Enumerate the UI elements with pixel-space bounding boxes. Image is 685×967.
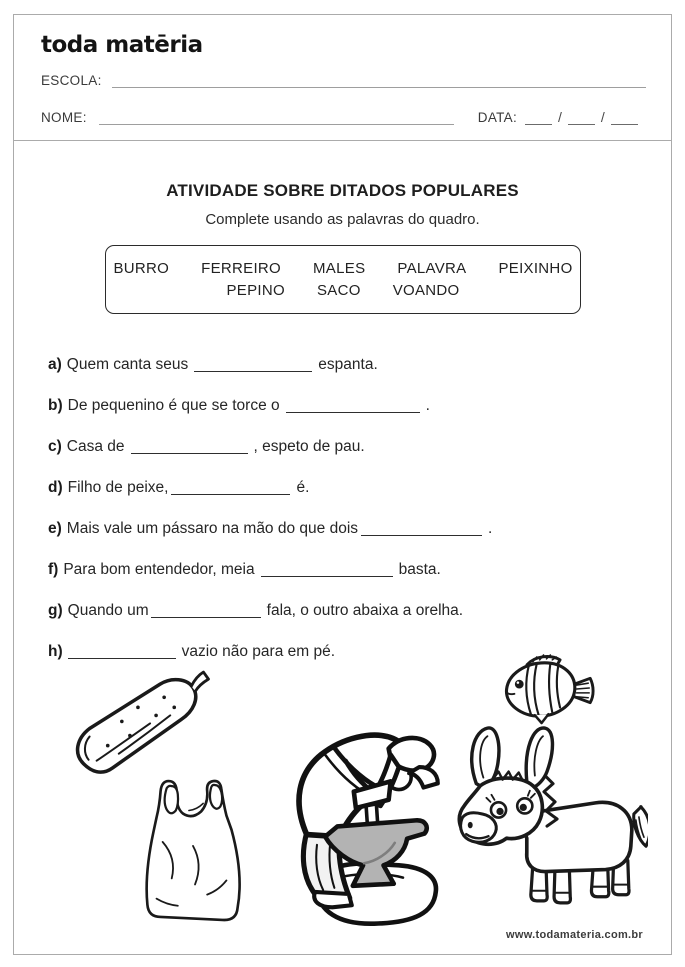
fish-illustration [494,649,596,729]
blacksmith-illustration [272,681,450,937]
header-section [13,14,672,141]
question-text-before: Quando um [67,601,149,619]
question-item-c [48,426,648,467]
question-item-e [48,508,648,549]
question-item-f [48,549,648,590]
answer-blank[interactable] [68,644,176,659]
questions-list [48,344,648,672]
school-write-line[interactable] [112,74,646,88]
donkey-illustration [446,721,648,913]
question-item-d [48,467,648,508]
word-bank-row-2 [106,282,580,299]
plastic-bag-illustration [130,773,256,925]
question-letter: h) [48,642,63,660]
brand-logo: toda matēria [41,32,203,58]
answer-blank[interactable] [151,603,261,618]
question-text-before: Para bom entendedor, meia [63,560,255,578]
question-item-b [48,385,648,426]
question-letter: d) [48,478,63,496]
answer-blank[interactable] [171,480,290,495]
date-field-group [478,109,638,125]
question-item-a [48,344,648,385]
school-label: ESCOLA: [41,73,102,88]
question-letter: e) [48,519,62,537]
question-text-before: De pequenino é que se torce o [67,396,280,414]
activity-section [13,140,672,955]
question-letter: g) [48,601,63,619]
name-label: NOME: [41,110,87,125]
word-bank-word: PEIXINHO [498,260,573,277]
date-label: DATA: [477,110,518,125]
worksheet-title: ATIVIDADE SOBRE DITADOS POPULARES [166,181,519,200]
word-bank-word: PEPINO [226,282,285,299]
question-text-before: Mais vale um pássaro na mão do que dois [66,519,359,537]
word-bank-box [105,245,581,314]
answer-blank[interactable] [286,398,420,413]
question-letter: f) [48,560,59,578]
question-letter: c) [48,437,62,455]
answer-blank[interactable] [261,562,393,577]
question-text-after: fala, o outro abaixa a orelha. [266,601,464,619]
question-text-after: é. [296,478,310,496]
answer-blank[interactable] [194,357,312,372]
date-year-line[interactable] [611,111,638,125]
name-field-row [41,109,646,125]
word-bank-word: BURRO [113,260,170,277]
date-month-line[interactable] [568,111,595,125]
question-letter: b) [48,396,63,414]
answer-blank[interactable] [131,439,248,454]
question-text-before: Quem canta seus [66,355,189,373]
question-text-after: espanta. [318,355,378,373]
question-text-after: . [488,519,493,537]
word-bank-word: VOANDO [392,282,460,299]
date-day-line[interactable] [525,111,552,125]
date-slash: / [600,109,605,125]
question-text-after: . [425,396,430,414]
question-text-after: vazio não para em pé. [181,642,336,660]
date-slash: / [558,109,562,125]
question-text-after: basta. [398,560,441,578]
question-item-g [48,590,648,631]
word-bank-word: PALAVRA [397,260,467,277]
word-bank-word: FERREIRO [201,260,282,277]
word-bank-row-1 [106,260,580,277]
question-text-before: Casa de [66,437,125,455]
question-letter: a) [48,355,62,373]
word-bank-word: SACO [316,282,361,299]
name-write-line[interactable] [99,111,454,125]
question-text-before: Filho de peixe, [67,478,169,496]
school-field-row [41,73,646,88]
question-text-after: , espeto de pau. [253,437,365,455]
word-bank-word: MALES [313,260,366,277]
answer-blank[interactable] [361,521,482,536]
worksheet-instruction: Complete usando as palavras do quadro. [205,211,480,228]
website-footer: www.todamateria.com.br [506,929,643,941]
